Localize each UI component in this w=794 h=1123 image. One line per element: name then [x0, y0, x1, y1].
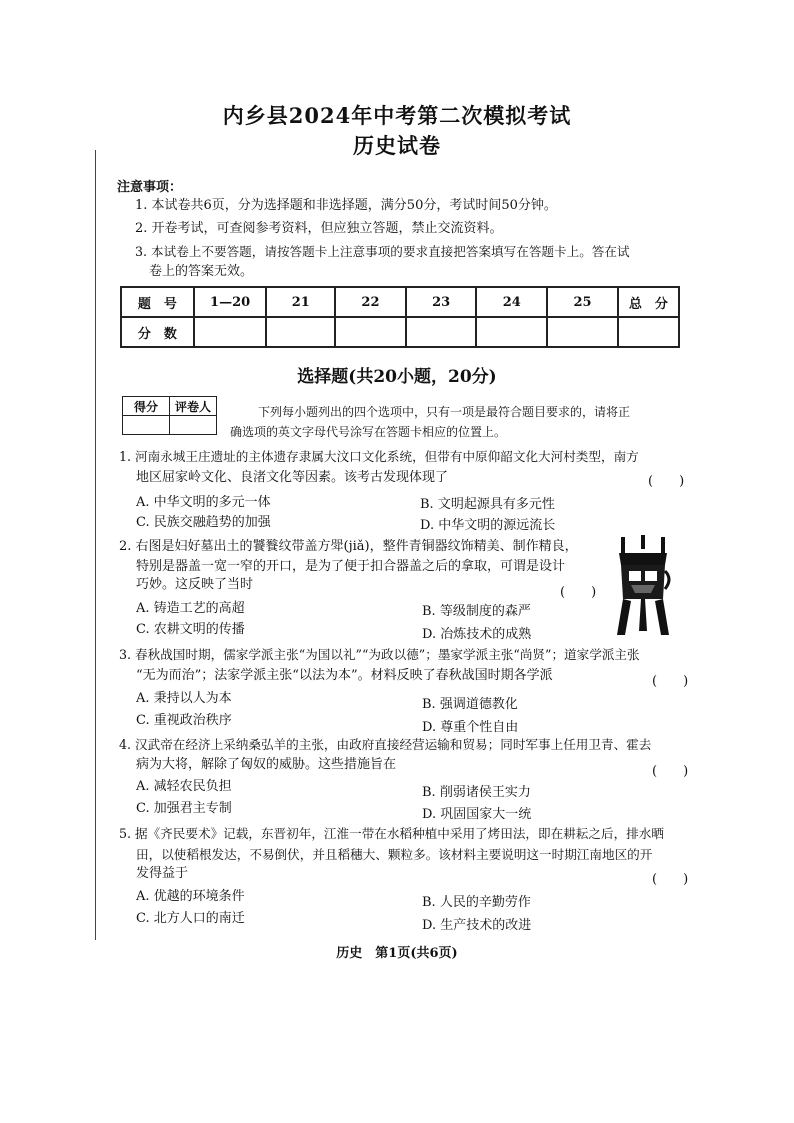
q4-option-b: B. 削弱诸侯王实力: [422, 785, 531, 800]
score-header-cell: 23: [406, 287, 477, 317]
question-5-line-1: 5. 据《齐民要术》记载，东晋初年，江淮一带在水稻种植中采用了烤田法，即在耕耘之后，排水晒: [119, 826, 664, 841]
answer-paren-1: ( ): [648, 474, 685, 489]
score-header-cell: 24: [476, 287, 547, 317]
grader-name-label: 评卷人: [170, 397, 217, 416]
grader-box: [122, 396, 217, 435]
question-2-line-3: 巧妙。这反映了当时: [136, 577, 254, 592]
q3-option-a: A. 秉持以人为本: [136, 691, 232, 706]
score-cell: [406, 317, 477, 347]
note-item-3: 3. 本试卷上不要答题，请按答题卡上注意事项的要求直接把答案填写在答题卡上。答在试: [135, 244, 630, 259]
q2-option-b: B. 等级制度的森严: [422, 604, 531, 619]
exam-title: 内乡县2024年中考第二次模拟考试: [222, 103, 572, 128]
q1-option-a: A. 中华文明的多元一体: [136, 495, 271, 510]
q3-option-b: B. 强调道德教化: [422, 697, 518, 712]
q2-option-a: A. 铸造工艺的高超: [136, 601, 245, 616]
score-header-cell: 25: [547, 287, 618, 317]
score-table-header-row: [121, 287, 679, 317]
question-2-line-1: 2. 右图是妇好墓出土的饕餮纹带盖方斝(jiǎ)，整件青铜器纹饰精美、制作精良，: [119, 539, 578, 554]
score-cell: [194, 317, 267, 347]
q5-option-c: C. 北方人口的南迁: [136, 911, 245, 926]
section-instruction-2: 确选项的英文字母代号涂写在答题卡相应的位置上。: [230, 425, 507, 439]
question-3-line-2: “无为而治”；法家学派主张“以法为本”。材料反映了春秋战国时期各学派: [136, 668, 553, 683]
q1-option-d: D. 中华文明的源远流长: [420, 518, 556, 533]
note-item-2: 2. 开卷考试，可查阅参考资料，但应独立答题，禁止交流资料。: [135, 221, 503, 236]
answer-paren-5: ( ): [652, 872, 689, 887]
grader-name-cell: [170, 416, 217, 435]
q4-option-c: C. 加强君主专制: [136, 801, 232, 816]
q1-option-b: B. 文明起源具有多元性: [420, 497, 555, 512]
grader-score-label: 得分: [123, 397, 170, 416]
question-3-line-1: 3. 春秋战国时期，儒家学派主张“为国以礼”“为政以德”；墨家学派主张“尚贤”；道家学派主张: [119, 647, 640, 662]
score-header-cell: 1—20: [194, 287, 267, 317]
question-1-line-1: 1. 河南永城王庄遗址的主体遗存隶属大汶口文化系统，但带有中原仰韶文化大河村类型，南方: [119, 449, 639, 464]
note-item-1: 1. 本试卷共6页，分为选择题和非选择题，满分50分，考试时间50分钟。: [135, 198, 557, 213]
score-cell: [335, 317, 406, 347]
answer-paren-2: ( ): [560, 585, 597, 600]
page-footer: 历史 第1页(共6页): [336, 946, 458, 961]
score-table: [120, 286, 680, 348]
q3-option-c: C. 重视政治秩序: [136, 713, 232, 728]
score-header-cell: 题 号: [121, 287, 194, 317]
exam-subtitle: 历史试卷: [353, 133, 441, 158]
note-item-3-cont: 卷上的答案无效。: [149, 264, 254, 279]
score-header-cell: 22: [335, 287, 406, 317]
question-5-line-3: 发得益于: [136, 866, 189, 881]
section-instruction-1: 下列每小题列出的四个选项中，只有一项是最符合题目要求的，请将正: [258, 405, 631, 419]
question-5-line-2: 田，以使稻根发达，不易倒伏，并且稻穗大、颗粒多。该材料主要说明这一时期江南地区的开: [136, 847, 653, 862]
question-2-line-2: 特别是器盖一宽一窄的开口，是为了便于扣合器盖之后的拿取，可谓是设计: [136, 559, 566, 574]
q1-option-c: C. 民族交融趋势的加强: [136, 515, 271, 530]
q5-option-b: B. 人民的辛勤劳作: [422, 895, 531, 910]
section-title: 选择题(共20小题，20分): [297, 367, 497, 387]
q4-option-d: D. 巩固国家大一统: [422, 807, 532, 822]
score-table-score-row: [121, 317, 679, 347]
score-header-cell: 总 分: [618, 287, 679, 317]
bronze-vessel-image: [615, 535, 671, 637]
binding-margin-line: [95, 150, 96, 940]
score-row-label: 分 数: [121, 317, 194, 347]
question-4-line-1: 4. 汉武帝在经济上采纳桑弘羊的主张，由政府直接经营运输和贸易；同时军事上任用卫青、霍去: [119, 737, 652, 752]
score-cell: [547, 317, 618, 347]
q5-option-d: D. 生产技术的改进: [422, 918, 532, 933]
score-header-cell: 21: [266, 287, 335, 317]
score-cell: [476, 317, 547, 347]
q2-option-d: D. 冶炼技术的成熟: [422, 627, 532, 642]
score-cell: [618, 317, 679, 347]
grader-score-cell: [123, 416, 170, 435]
question-1-line-2: 地区屈家岭文化、良渚文化等因素。该考古发现体现了: [136, 470, 449, 485]
q3-option-d: D. 尊重个性自由: [422, 720, 519, 735]
question-4-line-2: 病为大将，解除了匈奴的威胁。这些措施旨在: [136, 757, 397, 772]
notes-heading: 注意事项：: [117, 180, 183, 195]
q2-option-c: C. 农耕文明的传播: [136, 622, 245, 637]
score-cell: [266, 317, 335, 347]
answer-paren-4: ( ): [652, 764, 689, 779]
answer-paren-3: ( ): [652, 674, 689, 689]
q4-option-a: A. 减轻农民负担: [136, 779, 232, 794]
q5-option-a: A. 优越的环境条件: [136, 889, 245, 904]
